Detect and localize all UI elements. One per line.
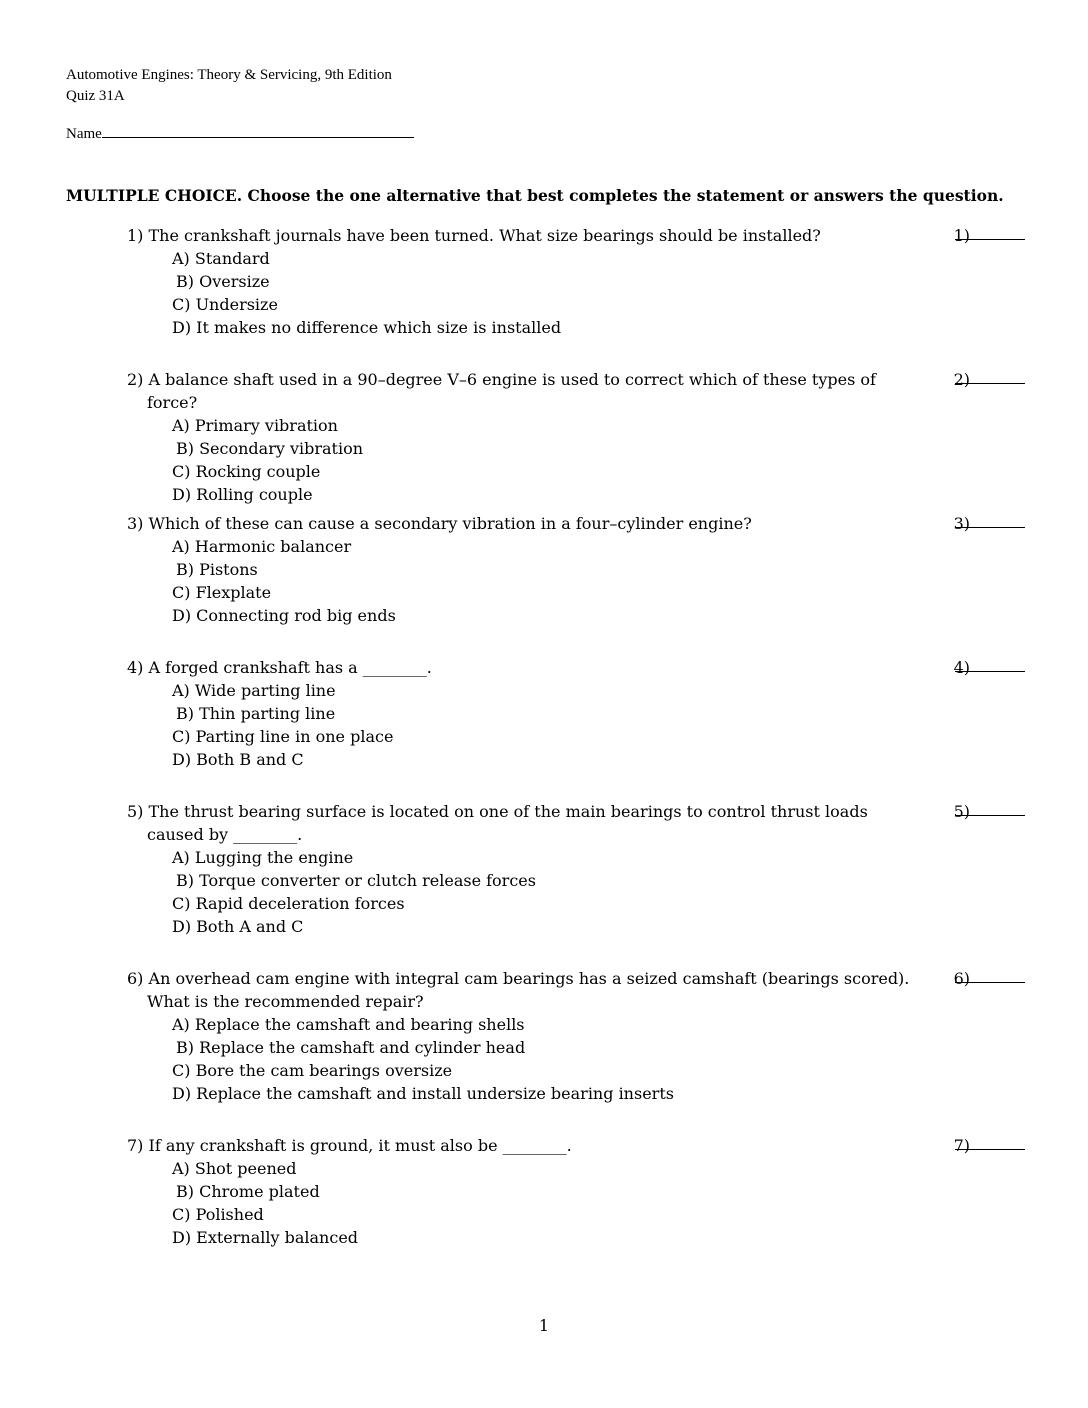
name-line[interactable]: [102, 125, 414, 138]
answer-blank[interactable]: [955, 368, 1025, 384]
answer-option: D) Externally balanced: [172, 1228, 359, 1247]
page-number: 1: [538, 1316, 550, 1335]
question-6: [127, 967, 1087, 1105]
question-stem: 4) A forged crankshaft has a ________.: [127, 658, 432, 677]
answer-option: A) Lugging the engine: [172, 848, 354, 867]
answer-number: 3): [953, 514, 970, 533]
answer-option: C) Flexplate: [172, 583, 272, 602]
answer-number: 6): [953, 969, 970, 988]
question-7: [127, 1134, 1087, 1249]
answer-number: 1): [953, 226, 970, 245]
question-3: [127, 512, 1087, 627]
question-stem: 2) A balance shaft used in a 90–degree V–6 engine is used to correct which of these types of force?: [127, 370, 876, 412]
answer-option: A) Shot peened: [172, 1159, 297, 1178]
answer-option: D) It makes no difference which size is installed: [172, 318, 562, 337]
answer-option: D) Connecting rod big ends: [172, 606, 396, 625]
answer-option: A) Standard: [172, 249, 270, 268]
answer-option: B) Thin parting line: [176, 704, 336, 723]
answer-blank[interactable]: [955, 1134, 1025, 1150]
answer-option: C) Undersize: [172, 295, 278, 314]
question-1: [127, 224, 1087, 339]
answer-option: A) Primary vibration: [172, 416, 338, 435]
answer-number: 5): [953, 802, 970, 821]
quiz-title: Quiz 31A: [66, 88, 125, 104]
answer-blank[interactable]: [955, 224, 1025, 240]
question-stem: 5) The thrust bearing surface is located on one of the main bearings to control thrust loads caused by ________.: [127, 802, 868, 844]
answer-option: D) Both B and C: [172, 750, 304, 769]
answer-blank[interactable]: [955, 967, 1025, 983]
answer-blank[interactable]: [955, 512, 1025, 528]
question-2: [127, 368, 1087, 506]
answer-option: D) Replace the camshaft and install undersize bearing inserts: [172, 1084, 674, 1103]
answer-option: B) Secondary vibration: [176, 439, 364, 458]
answer-option: B) Chrome plated: [176, 1182, 320, 1201]
answer-option: D) Both A and C: [172, 917, 304, 936]
answer-option: B) Torque converter or clutch release forces: [176, 871, 536, 890]
answer-option: A) Harmonic balancer: [172, 537, 352, 556]
answer-option: B) Oversize: [176, 272, 270, 291]
question-4: [127, 656, 1087, 771]
name-label: Name: [66, 126, 102, 142]
answer-number: 7): [953, 1136, 970, 1155]
question-stem: 7) If any crankshaft is ground, it must also be ________.: [127, 1136, 572, 1155]
course-title: Automotive Engines: Theory & Servicing, 9th Edition: [66, 67, 392, 83]
question-stem: 3) Which of these can cause a secondary vibration in a four–cylinder engine?: [127, 514, 752, 533]
answer-number: 4): [953, 658, 970, 677]
answer-number: 2): [953, 370, 970, 389]
answer-option: B) Pistons: [176, 560, 258, 579]
answer-option: C) Parting line in one place: [172, 727, 394, 746]
answer-option: C) Polished: [172, 1205, 264, 1224]
answer-option: B) Replace the camshaft and cylinder head: [176, 1038, 526, 1057]
answer-option: C) Rapid deceleration forces: [172, 894, 405, 913]
answer-option: A) Replace the camshaft and bearing shells: [172, 1015, 525, 1034]
answer-option: D) Rolling couple: [172, 485, 313, 504]
answer-blank[interactable]: [955, 656, 1025, 672]
answer-option: C) Rocking couple: [172, 462, 321, 481]
name-field[interactable]: [66, 125, 414, 143]
question-stem: 1) The crankshaft journals have been turned. What size bearings should be installed?: [127, 226, 821, 245]
question-5: [127, 800, 1087, 938]
answer-option: C) Bore the cam bearings oversize: [172, 1061, 453, 1080]
instructions: MULTIPLE CHOICE. Choose the one alternative that best completes the statement or answers the question.: [66, 186, 1004, 205]
answer-blank[interactable]: [955, 800, 1025, 816]
question-stem: 6) An overhead cam engine with integral cam bearings has a seized camshaft (bearings scored). What is the recommended repair?: [127, 969, 910, 1011]
answer-option: A) Wide parting line: [172, 681, 336, 700]
